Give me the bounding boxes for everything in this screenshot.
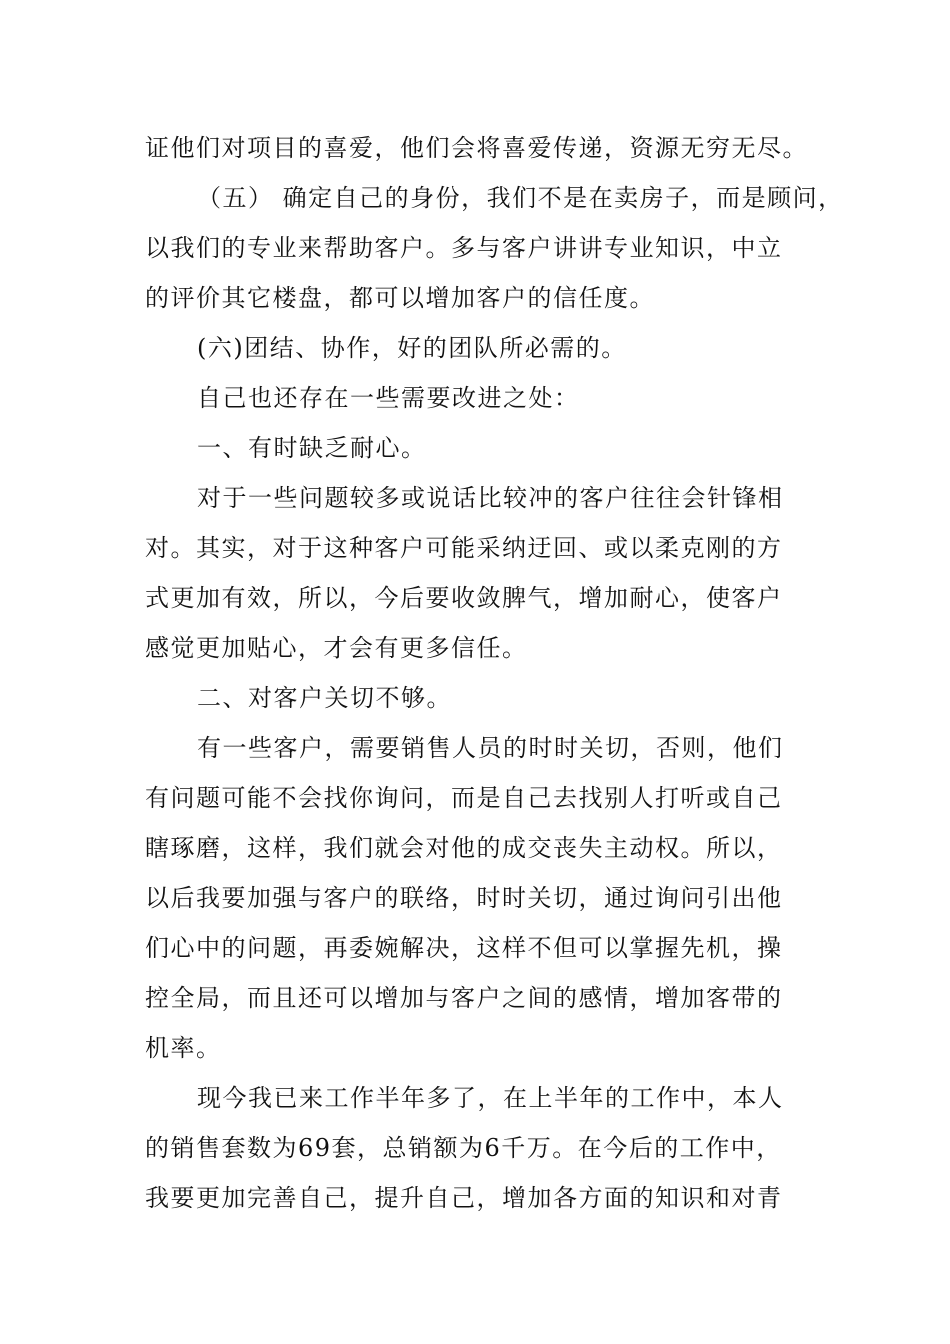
text-line: 控全局，而且还可以增加与客户之间的感情，增加客带的: [145, 984, 783, 1012]
text-line: （五） 确定自己的身份，我们不是在卖房子，而是顾问，: [197, 184, 844, 212]
text-line: 现今我已来工作半年多了，在上半年的工作中，本人: [197, 1084, 784, 1112]
text-line: 以后我要加强与客户的联络，时时关切，通过询问引出他: [145, 884, 783, 912]
text-line: (六)团结、协作，好的团队所必需的。: [197, 334, 627, 362]
body-text: [145, 123, 844, 1223]
text-line: 以我们的专业来帮助客户。多与客户讲讲专业知识，中立: [145, 234, 783, 262]
text-line: 一、有时缺乏耐心。: [197, 434, 427, 462]
text-line: 对。其实，对于这种客户可能采纳迂回、或以柔克刚的方: [145, 534, 783, 562]
text-line: 有一些客户，需要销售人员的时时关切，否则，他们: [197, 734, 784, 762]
text-line: 瞎琢磨，这样，我们就会对他的成交丧失主动权。所以，: [145, 834, 783, 862]
text-line: 的销售套数为69套，总销额为6千万。在今后的工作中，: [145, 1134, 782, 1162]
text-line: 证他们对项目的喜爱，他们会将喜爱传递，资源无穷无尽。: [145, 134, 808, 162]
text-line: 式更加有效，所以，今后要收敛脾气，增加耐心，使客户: [145, 584, 783, 612]
text-line: 机率。: [145, 1034, 222, 1062]
text-line: 我要更加完善自己，提升自己，增加各方面的知识和对青: [145, 1184, 783, 1212]
text-line: 的评价其它楼盘，都可以增加客户的信任度。: [145, 284, 655, 312]
text-line: 对于一些问题较多或说话比较冲的客户往往会针锋相: [197, 484, 784, 512]
text-line: 二、对客户关切不够。: [197, 684, 452, 712]
text-line: 有问题可能不会找你询问，而是自己去找别人打听或自己: [145, 784, 783, 812]
text-line: 们心中的问题，再委婉解决，这样不但可以掌握先机，操: [145, 934, 783, 962]
text-line: 感觉更加贴心，才会有更多信任。: [145, 634, 528, 662]
text-line: 自己也还存在一些需要改进之处：: [197, 384, 580, 412]
